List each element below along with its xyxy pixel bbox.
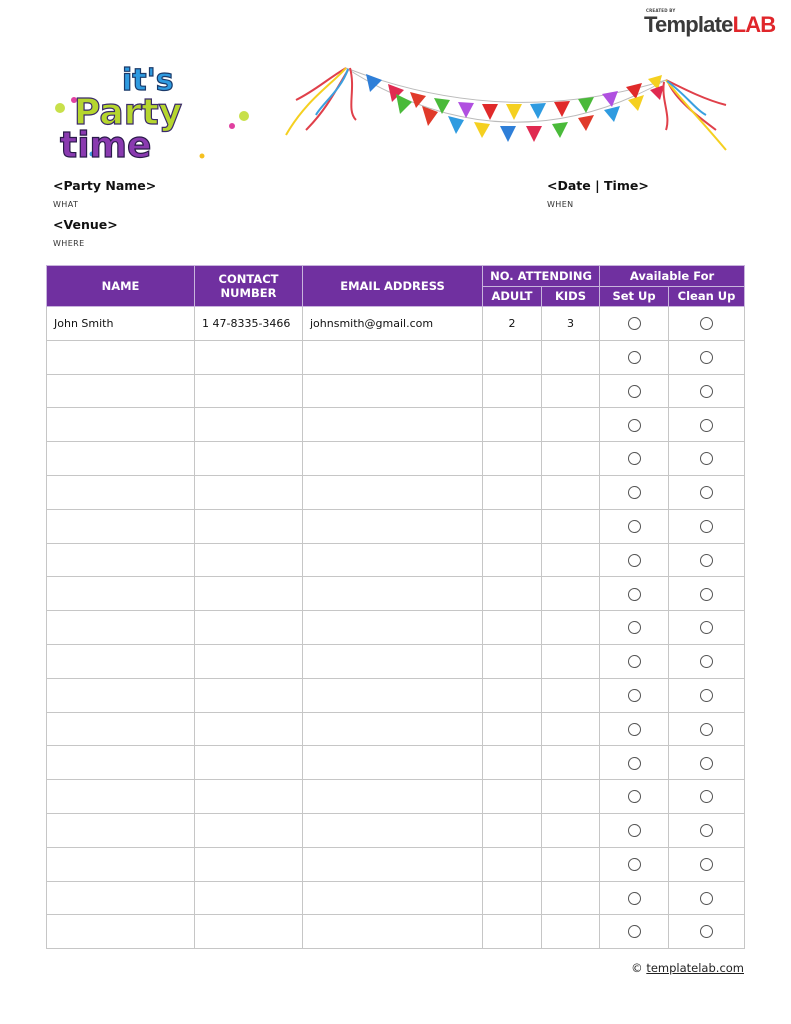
adult-count-cell[interactable] <box>483 408 542 442</box>
name-cell[interactable] <box>47 475 195 509</box>
set-up-radio[interactable] <box>628 925 641 938</box>
kids-count-cell[interactable] <box>542 577 600 611</box>
set-up-cell <box>600 678 669 712</box>
footer-credit <box>631 961 744 975</box>
kids-count-cell[interactable]: 3 <box>542 307 600 341</box>
adult-count-cell[interactable] <box>483 678 542 712</box>
its-party-time-logo <box>52 62 258 162</box>
table-row <box>47 678 745 712</box>
table-row <box>47 408 745 442</box>
table-row <box>47 475 745 509</box>
contact-cell[interactable] <box>195 780 303 814</box>
set-up-cell <box>600 577 669 611</box>
clean-up-radio[interactable] <box>700 351 713 364</box>
table-row <box>47 611 745 645</box>
clean-up-radio[interactable] <box>700 317 713 330</box>
set-up-radio[interactable] <box>628 621 641 634</box>
adult-count-cell[interactable] <box>483 611 542 645</box>
set-up-radio[interactable] <box>628 689 641 702</box>
email-cell[interactable] <box>303 780 483 814</box>
kids-count-cell[interactable] <box>542 340 600 374</box>
clean-up-cell <box>669 442 745 476</box>
venue-field[interactable]: <Venue> <box>53 217 118 232</box>
table-row <box>47 644 745 678</box>
email-cell[interactable] <box>303 374 483 408</box>
header-contact-number: CONTACT NUMBER <box>195 266 303 307</box>
set-up-cell <box>600 543 669 577</box>
set-up-radio[interactable] <box>628 858 641 871</box>
kids-count-cell[interactable] <box>542 678 600 712</box>
set-up-cell <box>600 307 669 341</box>
contact-cell[interactable] <box>195 577 303 611</box>
clean-up-cell <box>669 678 745 712</box>
clean-up-cell <box>669 813 745 847</box>
clean-up-cell <box>669 408 745 442</box>
table-row <box>47 543 745 577</box>
name-cell[interactable] <box>47 746 195 780</box>
adult-count-cell[interactable] <box>483 712 542 746</box>
adult-count-cell[interactable] <box>483 746 542 780</box>
where-label: WHERE <box>53 239 85 248</box>
copyright-icon: © <box>631 961 643 975</box>
clean-up-radio[interactable] <box>700 790 713 803</box>
set-up-radio[interactable] <box>628 351 641 364</box>
adult-count-cell[interactable] <box>483 543 542 577</box>
clean-up-radio[interactable] <box>700 757 713 770</box>
set-up-radio[interactable] <box>628 757 641 770</box>
set-up-cell <box>600 340 669 374</box>
kids-count-cell[interactable] <box>542 915 600 949</box>
email-cell[interactable] <box>303 644 483 678</box>
header-kids: KIDS <box>542 287 600 307</box>
set-up-cell <box>600 881 669 915</box>
adult-count-cell[interactable] <box>483 442 542 476</box>
set-up-cell <box>600 509 669 543</box>
set-up-radio[interactable] <box>628 588 641 601</box>
name-cell[interactable] <box>47 915 195 949</box>
clean-up-cell <box>669 577 745 611</box>
adult-count-cell[interactable] <box>483 847 542 881</box>
name-cell[interactable] <box>47 374 195 408</box>
table-row <box>47 746 745 780</box>
templatelab-brand-logo <box>644 8 784 40</box>
set-up-cell <box>600 712 669 746</box>
name-cell[interactable] <box>47 712 195 746</box>
contact-cell[interactable]: 1 47-8335-3466 <box>195 307 303 341</box>
email-cell[interactable] <box>303 847 483 881</box>
set-up-radio[interactable] <box>628 892 641 905</box>
email-cell[interactable] <box>303 915 483 949</box>
set-up-radio[interactable] <box>628 520 641 533</box>
email-cell[interactable] <box>303 678 483 712</box>
table-row <box>47 780 745 814</box>
name-cell[interactable] <box>47 611 195 645</box>
kids-count-cell[interactable] <box>542 374 600 408</box>
contact-cell[interactable] <box>195 644 303 678</box>
clean-up-radio[interactable] <box>700 621 713 634</box>
clean-up-radio[interactable] <box>700 689 713 702</box>
set-up-cell <box>600 780 669 814</box>
set-up-cell <box>600 374 669 408</box>
clean-up-cell <box>669 374 745 408</box>
email-cell[interactable] <box>303 475 483 509</box>
contact-cell[interactable] <box>195 746 303 780</box>
clean-up-radio[interactable] <box>700 588 713 601</box>
email-cell[interactable] <box>303 340 483 374</box>
name-cell[interactable] <box>47 408 195 442</box>
adult-count-cell[interactable] <box>483 780 542 814</box>
brand-name: TemplateLAB <box>644 12 776 37</box>
email-cell[interactable] <box>303 408 483 442</box>
kids-count-cell[interactable] <box>542 611 600 645</box>
email-cell[interactable] <box>303 509 483 543</box>
kids-count-cell[interactable] <box>542 475 600 509</box>
adult-count-cell[interactable] <box>483 374 542 408</box>
set-up-radio[interactable] <box>628 317 641 330</box>
clean-up-radio[interactable] <box>700 824 713 837</box>
party-bunting-decoration <box>276 60 740 160</box>
set-up-cell <box>600 746 669 780</box>
adult-count-cell[interactable]: 2 <box>483 307 542 341</box>
kids-count-cell[interactable] <box>542 509 600 543</box>
set-up-cell <box>600 847 669 881</box>
header-name: NAME <box>47 266 195 307</box>
contact-cell[interactable] <box>195 678 303 712</box>
name-cell[interactable]: John Smith <box>47 307 195 341</box>
set-up-radio[interactable] <box>628 486 641 499</box>
clean-up-cell <box>669 307 745 341</box>
table-row <box>47 577 745 611</box>
kids-count-cell[interactable] <box>542 712 600 746</box>
adult-count-cell[interactable] <box>483 644 542 678</box>
kids-count-cell[interactable] <box>542 644 600 678</box>
set-up-radio[interactable] <box>628 554 641 567</box>
adult-count-cell[interactable] <box>483 881 542 915</box>
clean-up-radio[interactable] <box>700 723 713 736</box>
header-no-attending: NO. ATTENDING <box>483 266 600 287</box>
clean-up-radio[interactable] <box>700 419 713 432</box>
contact-cell[interactable] <box>195 881 303 915</box>
set-up-cell <box>600 915 669 949</box>
clean-up-cell <box>669 746 745 780</box>
adult-count-cell[interactable] <box>483 509 542 543</box>
email-cell[interactable]: johnsmith@gmail.com <box>303 307 483 341</box>
set-up-cell <box>600 611 669 645</box>
email-cell[interactable] <box>303 746 483 780</box>
table-row <box>47 307 745 341</box>
contact-cell[interactable] <box>195 340 303 374</box>
clean-up-radio[interactable] <box>700 385 713 398</box>
clean-up-radio[interactable] <box>700 925 713 938</box>
name-cell[interactable] <box>47 442 195 476</box>
name-cell[interactable] <box>47 543 195 577</box>
email-cell[interactable] <box>303 881 483 915</box>
set-up-radio[interactable] <box>628 452 641 465</box>
kids-count-cell[interactable] <box>542 408 600 442</box>
set-up-radio[interactable] <box>628 723 641 736</box>
kids-count-cell[interactable] <box>542 442 600 476</box>
kids-count-cell[interactable] <box>542 780 600 814</box>
adult-count-cell[interactable] <box>483 813 542 847</box>
set-up-cell <box>600 442 669 476</box>
clean-up-radio[interactable] <box>700 520 713 533</box>
clean-up-cell <box>669 611 745 645</box>
svg-text:time: time <box>60 125 152 162</box>
table-row <box>47 374 745 408</box>
contact-cell[interactable] <box>195 712 303 746</box>
contact-cell[interactable] <box>195 847 303 881</box>
contact-cell[interactable] <box>195 442 303 476</box>
clean-up-cell <box>669 847 745 881</box>
header-set-up: Set Up <box>600 287 669 307</box>
table-row <box>47 881 745 915</box>
created-by-label: CREATED BY <box>646 8 676 13</box>
clean-up-cell <box>669 712 745 746</box>
contact-cell[interactable] <box>195 475 303 509</box>
clean-up-cell <box>669 475 745 509</box>
table-row <box>47 442 745 476</box>
set-up-radio[interactable] <box>628 790 641 803</box>
header-available-for: Available For <box>600 266 745 287</box>
clean-up-cell <box>669 780 745 814</box>
name-cell[interactable] <box>47 644 195 678</box>
table-row <box>47 813 745 847</box>
clean-up-cell <box>669 340 745 374</box>
set-up-radio[interactable] <box>628 419 641 432</box>
kids-count-cell[interactable] <box>542 881 600 915</box>
svg-text:it's: it's <box>122 63 174 98</box>
name-cell[interactable] <box>47 813 195 847</box>
name-cell[interactable] <box>47 577 195 611</box>
email-cell[interactable] <box>303 577 483 611</box>
header-adult: ADULT <box>483 287 542 307</box>
set-up-radio[interactable] <box>628 385 641 398</box>
contact-cell[interactable] <box>195 611 303 645</box>
name-cell[interactable] <box>47 509 195 543</box>
name-cell[interactable] <box>47 847 195 881</box>
contact-cell[interactable] <box>195 509 303 543</box>
contact-cell[interactable] <box>195 813 303 847</box>
name-cell[interactable] <box>47 678 195 712</box>
contact-cell[interactable] <box>195 543 303 577</box>
name-cell[interactable] <box>47 780 195 814</box>
header-email-address: EMAIL ADDRESS <box>303 266 483 307</box>
table-row <box>47 712 745 746</box>
templatelab-link[interactable]: templatelab.com <box>646 961 744 975</box>
kids-count-cell[interactable] <box>542 543 600 577</box>
name-cell[interactable] <box>47 881 195 915</box>
clean-up-cell <box>669 644 745 678</box>
kids-count-cell[interactable] <box>542 847 600 881</box>
contact-cell[interactable] <box>195 374 303 408</box>
table-row <box>47 847 745 881</box>
set-up-radio[interactable] <box>628 824 641 837</box>
date-time-field[interactable]: <Date | Time> <box>547 178 649 193</box>
clean-up-radio[interactable] <box>700 486 713 499</box>
table-row <box>47 340 745 374</box>
guest-signup-table <box>46 265 745 949</box>
name-cell[interactable] <box>47 340 195 374</box>
kids-count-cell[interactable] <box>542 746 600 780</box>
email-cell[interactable] <box>303 813 483 847</box>
clean-up-radio[interactable] <box>700 554 713 567</box>
email-cell[interactable] <box>303 712 483 746</box>
clean-up-radio[interactable] <box>700 892 713 905</box>
set-up-cell <box>600 644 669 678</box>
guest-table-body <box>47 307 745 949</box>
party-name-field[interactable]: <Party Name> <box>53 178 157 193</box>
email-cell[interactable] <box>303 611 483 645</box>
header-clean-up: Clean Up <box>669 287 745 307</box>
clean-up-cell <box>669 509 745 543</box>
adult-count-cell[interactable] <box>483 475 542 509</box>
svg-text:Party: Party <box>74 92 183 133</box>
table-row <box>47 915 745 949</box>
what-label: WHAT <box>53 200 79 209</box>
clean-up-cell <box>669 543 745 577</box>
table-row <box>47 509 745 543</box>
adult-count-cell[interactable] <box>483 577 542 611</box>
clean-up-radio[interactable] <box>700 655 713 668</box>
contact-cell[interactable] <box>195 408 303 442</box>
contact-cell[interactable] <box>195 915 303 949</box>
clean-up-cell <box>669 881 745 915</box>
email-cell[interactable] <box>303 543 483 577</box>
clean-up-radio[interactable] <box>700 858 713 871</box>
clean-up-cell <box>669 915 745 949</box>
email-cell[interactable] <box>303 442 483 476</box>
set-up-cell <box>600 475 669 509</box>
adult-count-cell[interactable] <box>483 340 542 374</box>
set-up-cell <box>600 813 669 847</box>
set-up-radio[interactable] <box>628 655 641 668</box>
clean-up-radio[interactable] <box>700 452 713 465</box>
adult-count-cell[interactable] <box>483 915 542 949</box>
when-label: WHEN <box>547 200 574 209</box>
kids-count-cell[interactable] <box>542 813 600 847</box>
set-up-cell <box>600 408 669 442</box>
